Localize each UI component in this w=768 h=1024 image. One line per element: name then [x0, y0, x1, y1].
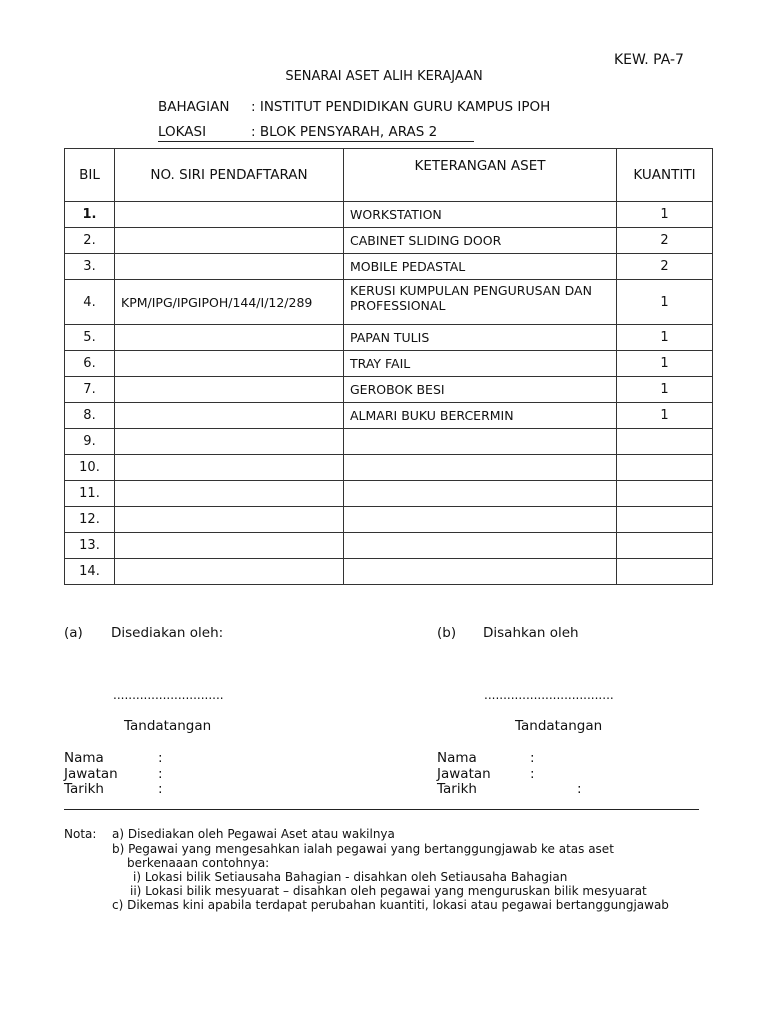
cell-kuantiti [617, 481, 713, 507]
section-a-marker: (a) [64, 625, 83, 641]
cell-kuantiti [617, 455, 713, 481]
cell-keterangan: GEROBOK BESI [344, 377, 617, 403]
nama-label-b: Nama [437, 750, 477, 766]
tarikh-label-b: Tarikh [437, 781, 477, 797]
prepared-by-label: Disediakan oleh: [111, 625, 224, 641]
cell-keterangan: PAPAN TULIS [344, 325, 617, 351]
cell-no-siri [115, 455, 344, 481]
jawatan-label-b: Jawatan [437, 766, 491, 782]
table-row [65, 325, 713, 351]
cell-no-siri [115, 559, 344, 585]
cell-keterangan: ALMARI BUKU BERCERMIN [344, 403, 617, 429]
cell-kuantiti [617, 507, 713, 533]
cell-no-siri [115, 351, 344, 377]
column-header-keterangan: KETERANGAN ASET [344, 149, 617, 202]
note-b-line2: berkenaaan contohnya: [127, 856, 270, 870]
tarikh-colon-b: : [577, 781, 582, 797]
cell-keterangan [344, 533, 617, 559]
nama-label-a: Nama [64, 750, 104, 766]
column-header-no-siri: NO. SIRI PENDAFTARAN [115, 149, 344, 202]
table-row [65, 455, 713, 481]
cell-bil: 6. [65, 351, 115, 377]
asset-table [64, 148, 713, 585]
table-row [65, 254, 713, 280]
cell-kuantiti: 1 [617, 403, 713, 429]
cell-keterangan [344, 429, 617, 455]
cell-bil: 7. [65, 377, 115, 403]
table-row [65, 403, 713, 429]
column-header-bil: BIL [65, 149, 115, 202]
notes-label: Nota: [64, 827, 97, 841]
tarikh-colon-a: : [158, 781, 163, 797]
cell-no-siri [115, 403, 344, 429]
cell-kuantiti: 1 [617, 325, 713, 351]
table-row [65, 559, 713, 585]
jawatan-colon-b: : [530, 766, 535, 782]
signature-label-b: Tandatangan [515, 718, 603, 734]
lokasi-underline [158, 141, 474, 142]
cell-bil: 10. [65, 455, 115, 481]
form-code: KEW. PA-7 [614, 52, 684, 68]
bahagian-label: BAHAGIAN [158, 99, 230, 115]
note-a: a) Disediakan oleh Pegawai Aset atau wakilnya [112, 827, 395, 841]
note-b-line1: b) Pegawai yang mengesahkan ialah pegawai yang bertanggungjawab ke atas aset [112, 842, 614, 856]
lokasi-value: : BLOK PENSYARAH, ARAS 2 [251, 124, 438, 140]
note-b-i: i) Lokasi bilik Setiausaha Bahagian - disahkan oleh Setiausaha Bahagian [133, 870, 568, 884]
cell-kuantiti [617, 533, 713, 559]
signature-line-a: ............................. [113, 688, 224, 702]
signature-line-b: .................................. [484, 688, 614, 702]
cell-keterangan [344, 481, 617, 507]
cell-no-siri [115, 429, 344, 455]
cell-no-siri [115, 325, 344, 351]
approved-by-label: Disahkan oleh [483, 625, 579, 641]
cell-bil: 2. [65, 228, 115, 254]
cell-bil: 4. [65, 280, 115, 325]
table-row [65, 202, 713, 228]
cell-bil: 3. [65, 254, 115, 280]
table-row [65, 429, 713, 455]
table-header-row [65, 149, 713, 202]
jawatan-label-a: Jawatan [64, 766, 118, 782]
cell-keterangan: WORKSTATION [344, 202, 617, 228]
cell-keterangan: CABINET SLIDING DOOR [344, 228, 617, 254]
signature-label-a: Tandatangan [124, 718, 212, 734]
cell-no-siri [115, 254, 344, 280]
tarikh-label-a: Tarikh [64, 781, 104, 797]
bahagian-value: : INSTITUT PENDIDIKAN GURU KAMPUS IPOH [251, 99, 551, 115]
cell-no-siri [115, 377, 344, 403]
note-c: c) Dikemas kini apabila terdapat perubahan kuantiti, lokasi atau pegawai bertanggungjawab [112, 898, 669, 912]
nama-colon-a: : [158, 750, 163, 766]
cell-keterangan [344, 507, 617, 533]
table-row [65, 377, 713, 403]
table-row [65, 533, 713, 559]
cell-keterangan: MOBILE PEDASTAL [344, 254, 617, 280]
nama-colon-b: : [530, 750, 535, 766]
cell-no-siri [115, 481, 344, 507]
table-row [65, 351, 713, 377]
cell-no-siri: KPM/IPG/IPGIPOH/144/I/12/289 [115, 280, 344, 325]
cell-no-siri [115, 228, 344, 254]
cell-no-siri [115, 533, 344, 559]
cell-kuantiti: 2 [617, 254, 713, 280]
note-b-ii: ii) Lokasi bilik mesyuarat – disahkan oleh pegawai yang menguruskan bilik mesyuarat [130, 884, 647, 898]
cell-no-siri [115, 507, 344, 533]
cell-kuantiti: 2 [617, 228, 713, 254]
cell-bil: 14. [65, 559, 115, 585]
keterangan-text: KERUSI KUMPULAN PENGURUSAN DAN PROFESSIONAL [350, 283, 592, 313]
cell-bil: 1. [65, 202, 115, 228]
jawatan-colon-a: : [158, 766, 163, 782]
lokasi-label: LOKASI [158, 124, 207, 140]
cell-kuantiti: 1 [617, 202, 713, 228]
cell-keterangan [344, 280, 617, 325]
cell-no-siri [115, 202, 344, 228]
cell-keterangan: TRAY FAIL [344, 351, 617, 377]
table-row [65, 228, 713, 254]
cell-keterangan [344, 455, 617, 481]
section-b-marker: (b) [437, 625, 457, 641]
cell-kuantiti: 1 [617, 377, 713, 403]
cell-kuantiti [617, 429, 713, 455]
cell-bil: 9. [65, 429, 115, 455]
cell-bil: 13. [65, 533, 115, 559]
cell-kuantiti: 1 [617, 280, 713, 325]
cell-bil: 5. [65, 325, 115, 351]
cell-kuantiti [617, 559, 713, 585]
cell-bil: 11. [65, 481, 115, 507]
cell-keterangan [344, 559, 617, 585]
cell-kuantiti: 1 [617, 351, 713, 377]
table-row [65, 507, 713, 533]
cell-bil: 12. [65, 507, 115, 533]
table-row [65, 280, 713, 325]
table-row [65, 481, 713, 507]
document-title: SENARAI ASET ALIH KERAJAAN [285, 69, 483, 84]
cell-bil: 8. [65, 403, 115, 429]
divider-line [64, 809, 699, 810]
column-header-kuantiti: KUANTITI [617, 149, 713, 202]
